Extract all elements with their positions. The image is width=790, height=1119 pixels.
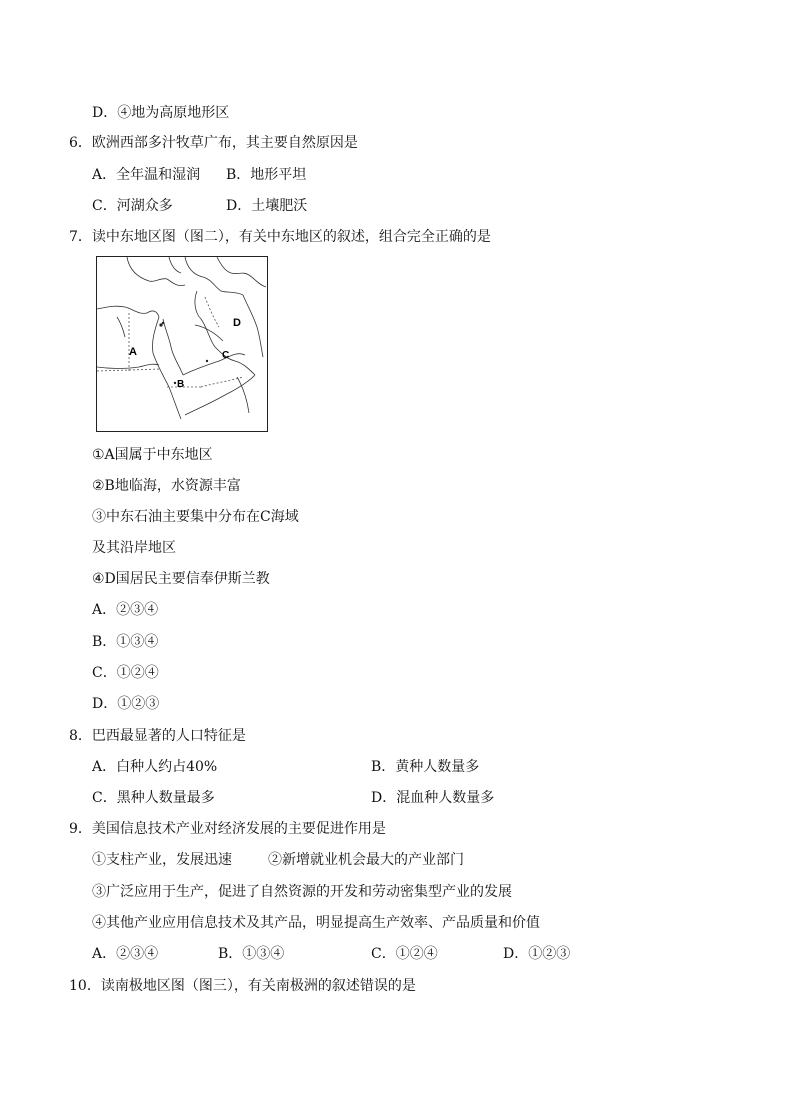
q7-statement-4: ④D国居民主要信奉伊斯兰教 <box>92 571 270 587</box>
map-label-c: C <box>222 350 230 361</box>
map-label-d: D <box>233 317 241 329</box>
q9-stem: 9．美国信息技术产业对经济发展的主要促进作用是 <box>69 821 386 837</box>
q5-option-d: D．④地为高原地形区 <box>92 105 230 121</box>
q9-statement-1: ①支柱产业，发展迅速 <box>92 852 232 868</box>
q8-stem: 8．巴西最显著的人口特征是 <box>69 728 246 744</box>
q7-option-a: A．②③④ <box>92 602 159 618</box>
q6-option-a: A．全年温和湿润 <box>92 167 201 183</box>
q9-statement-2: ②新增就业机会最大的产业部门 <box>268 852 464 868</box>
q6-stem: 6．欧洲西部多汁牧草广布，其主要自然原因是 <box>69 135 358 151</box>
q7-statement-2: ②B地临海，水资源丰富 <box>92 478 241 494</box>
q7-option-b: B．①③④ <box>92 634 159 650</box>
q7-statement-3-cont: 及其沿岸地区 <box>92 540 176 556</box>
q6-option-c: C．河湖众多 <box>92 198 173 214</box>
q8-option-a: A．白种人约占40% <box>92 759 218 775</box>
q7-option-c: C．①②④ <box>92 665 159 681</box>
q9-option-a: A．②③④ <box>92 946 159 962</box>
q9-option-d: D．①②③ <box>503 946 571 962</box>
q9-option-c: C．①②④ <box>371 946 438 962</box>
q8-option-c: C．黑种人数量最多 <box>92 790 215 806</box>
q7-stem: 7．读中东地区图（图二），有关中东地区的叙述，组合完全正确的是 <box>69 229 491 245</box>
q7-statement-3: ③中东石油主要集中分布在C海域 <box>92 509 299 525</box>
q9-statement-4: ④其他产业应用信息技术及其产品，明显提高生产效率、产品质量和价值 <box>92 915 540 931</box>
middle-east-map <box>96 256 268 432</box>
q6-option-d: D．土壤肥沃 <box>226 198 308 214</box>
map-label-b: B <box>177 379 185 390</box>
q10-stem: 10．读南极地区图（图三），有关南极洲的叙述错误的是 <box>69 978 416 994</box>
q8-option-d: D．混血种人数量多 <box>371 790 495 806</box>
q6-option-b: B．地形平坦 <box>226 167 307 183</box>
q8-option-b: B．黄种人数量多 <box>371 759 480 775</box>
q7-option-d: D．①②③ <box>92 696 160 712</box>
q7-statement-1: ①A国属于中东地区 <box>92 447 213 463</box>
middle-east-map-drawing <box>97 257 266 430</box>
q9-statement-3: ③广泛应用于生产，促进了自然资源的开发和劳动密集型产业的发展 <box>92 884 512 900</box>
map-label-a: A <box>129 346 137 358</box>
q9-option-b: B．①③④ <box>218 946 285 962</box>
